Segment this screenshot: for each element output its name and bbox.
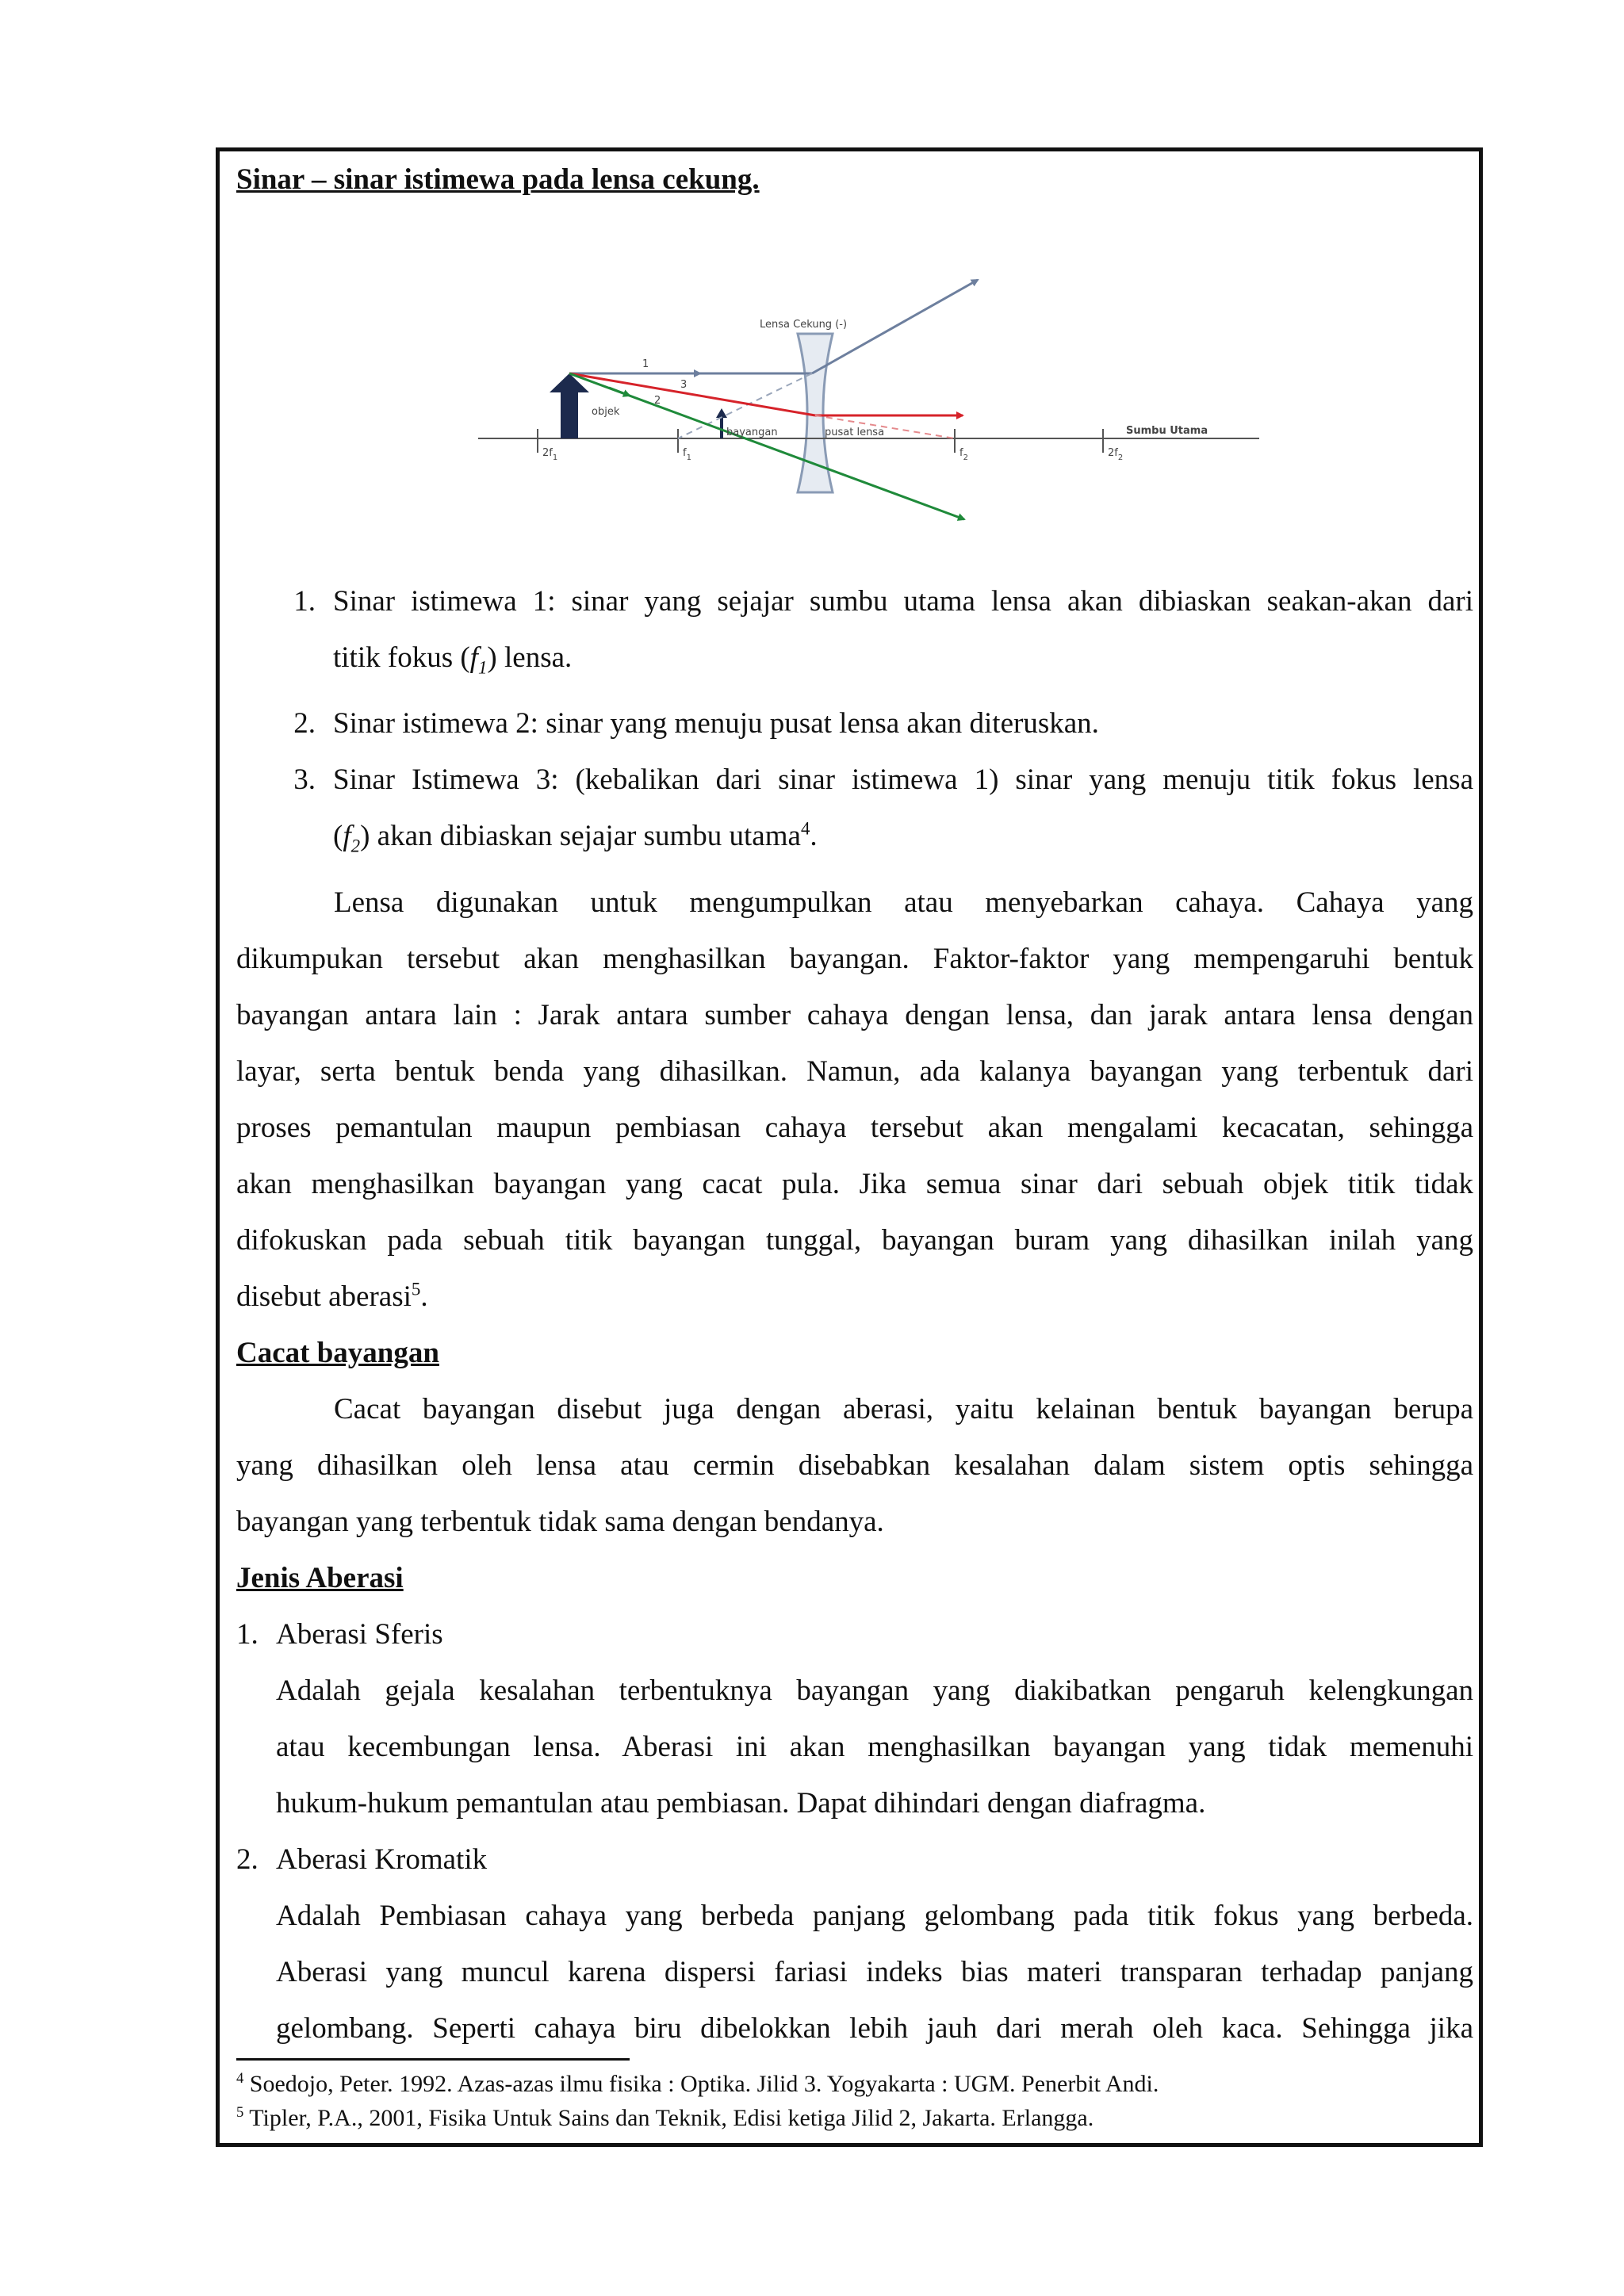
ray-3-line-1: Sinar Istimewa 3: (kebalikan dari sinar istimewa 1) sinar yang menuju titik fokus lensa — [333, 763, 1473, 797]
paragraph-line: bayangan yang terbentuk tidak sama dengan bendanya. — [236, 1505, 884, 1538]
center-label: pusat lensa — [825, 427, 885, 438]
object-label: objek — [592, 406, 620, 418]
diagram-svg — [236, 201, 1473, 573]
footnote-5: $^5$ Tipler, P.A., 2001, Fisika Untuk Sains dan Teknik, Edisi ketiga Jilid 2, Jakarta. Erlangga. — [236, 2104, 1094, 2131]
paragraph-line: layar, serta bentuk benda yang dihasilkan. Namun, ada kalanya bayangan yang terbentuk dari — [236, 1054, 1473, 1088]
paragraph-line: proses pemantulan maupun pembiasan cahaya tersebut akan mengalami kecacatan, sehingga — [236, 1111, 1473, 1144]
paragraph-line: bayangan antara lain : Jarak antara sumber cahaya dengan lensa, dan jarak antara lensa dengan — [236, 998, 1473, 1031]
aberration-line: Adalah Pembiasan cahaya yang berbeda panjang gelombang pada titik fokus yang berbeda. — [276, 1899, 1473, 1932]
ray-item-1 — [236, 573, 1473, 695]
ray-2-line-1: Sinar istimewa 2: sinar yang menuju pusat lensa akan diteruskan. — [333, 707, 1099, 740]
list-number: 2. — [293, 707, 316, 740]
ray-arrow-2-mid — [609, 388, 630, 396]
paragraph-lens — [236, 874, 1473, 1325]
paragraph-line: disebut aberasi$^5$. — [236, 1279, 428, 1313]
aberration-line: gelombang. Seperti cahaya biru dibelokkan lebih jauh dari merah oleh kaca. Sehingga jika — [276, 2011, 1473, 2045]
mark-2f2: $2f_2$ — [1108, 447, 1124, 462]
section-title: Sinar – sinar istimewa pada lensa cekung. — [236, 163, 760, 196]
ray-1-line-2: titik fokus $(f_1)$ lensa. — [333, 641, 573, 678]
object-arrow — [550, 373, 589, 438]
list-number: 1. — [293, 585, 316, 618]
ray-item-2 — [236, 695, 1473, 752]
paragraph-cacat — [236, 1381, 1473, 1550]
aberration-item-1 — [236, 1606, 1473, 1831]
ray-1-line-1: Sinar istimewa 1: sinar yang sejajar sumbu utama lensa akan dibiaskan seakan-akan dari — [333, 585, 1473, 618]
ray-label-3: 3 — [680, 379, 688, 391]
aberration-title: 2. Aberasi Kromatik — [236, 1843, 488, 1876]
aberration-line: atau kecembungan lensa. Aberasi ini akan menghasilkan bayangan yang tidak memenuhi — [276, 1730, 1473, 1763]
aberration-line: Adalah gejala kesalahan terbentuknya bayangan yang diakibatkan pengaruh kelengkungan — [276, 1674, 1473, 1707]
ray-item-3 — [236, 752, 1473, 874]
paragraph-line: Lensa digunakan untuk mengumpulkan atau menyebarkan cahaya. Cahaya yang — [334, 886, 1473, 919]
mark-2f1: $2f_1$ — [542, 447, 558, 462]
lens-label: Lensa Cekung (-) — [760, 319, 848, 331]
footnotes — [236, 2067, 1473, 2135]
content-frame — [216, 147, 1483, 2147]
aberration-item-2 — [236, 1831, 1473, 2057]
paragraph-line: dikumpukan tersebut akan menghasilkan bayangan. Faktor-faktor yang mempengaruhi bentuk — [236, 942, 1473, 975]
ray-label-1: 1 — [642, 358, 649, 370]
axis-label: Sumbu Utama — [1126, 425, 1208, 437]
paragraph-line: akan menghasilkan bayangan yang cacat pula. Jika semua sinar dari sebuah objek titik tidak — [236, 1167, 1473, 1200]
mark-f1: $f_1$ — [683, 447, 691, 462]
footnote-4: $^4$ Soedojo, Peter. 1992. Azas-azas ilmu fisika : Optika. Jilid 3. Yogyakarta : UGM. Penerbit Andi. — [236, 2070, 1159, 2097]
mark-f2: $f_2$ — [959, 447, 968, 462]
heading-cacat-bayangan: Cacat bayangan — [236, 1336, 439, 1369]
image-label: bayangan — [726, 427, 778, 438]
list-number: 3. — [293, 763, 316, 797]
ray-3-line-2: $(f_2)$ akan dibiaskan sejajar sumbu utama$^4$. — [333, 819, 818, 856]
ray-label-2: 2 — [654, 395, 661, 407]
content-body — [236, 151, 1473, 2057]
paragraph-line: Cacat bayangan disebut juga dengan aberasi, yaitu kelainan bentuk bayangan berupa — [334, 1392, 1473, 1425]
aberration-line: Aberasi yang muncul karena dispersi fariasi indeks bias materi transparan terhadap panjang — [276, 1955, 1473, 1988]
footnote-separator — [236, 2058, 630, 2061]
aberration-title: 1. Aberasi Sferis — [236, 1617, 443, 1651]
paragraph-line: difokuskan pada sebuah titik bayangan tunggal, bayangan buram yang dihasilkan inilah yang — [236, 1223, 1473, 1257]
aberration-line: hukum-hukum pemantulan atau pembiasan. Dapat dihindari dengan diafragma. — [276, 1786, 1206, 1820]
concave-lens-diagram — [236, 201, 1473, 573]
heading-jenis-aberasi: Jenis Aberasi — [236, 1561, 404, 1594]
paragraph-line: yang dihasilkan oleh lensa atau cermin disebabkan kesalahan dalam sistem optis sehingga — [236, 1448, 1473, 1482]
